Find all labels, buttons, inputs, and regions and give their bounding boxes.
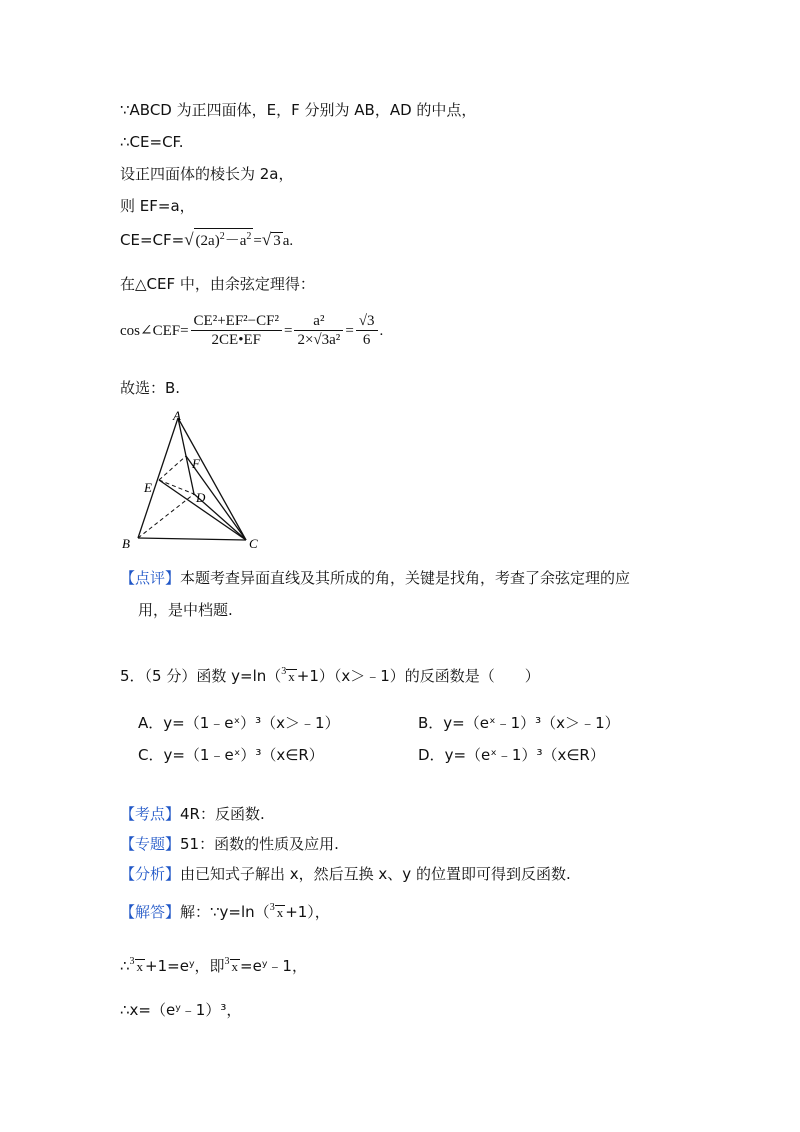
cube-root-index-3: 3: [129, 956, 135, 967]
cos-numerator-2: a²: [294, 312, 343, 331]
option-b-text: y=（eˣ﹣1）³（x＞﹣1）: [443, 714, 620, 732]
label-F: F: [192, 456, 200, 471]
cos-fraction-2: [294, 312, 343, 349]
cube-root-index: 3: [281, 666, 287, 677]
comment-line-1: [120, 568, 630, 588]
zhuanti-line: [120, 834, 339, 854]
kaodian-line: [120, 804, 265, 824]
cos-denominator: 2CE•EF: [211, 332, 261, 348]
comment-text-1: 本题考查异面直线及其所成的角，关键是找角，考查了余弦定理的应: [180, 569, 631, 587]
option-d-letter: D．: [418, 746, 445, 764]
q5-stem-b: +1）（x＞﹣1）的反函数是（ ）: [296, 667, 540, 685]
question-5-stem: [120, 662, 540, 687]
edge-BD-dashed: [138, 494, 194, 538]
option-b[interactable]: [418, 712, 620, 733]
cube-root-var: x: [276, 905, 284, 920]
ce-prefix: CE=CF=: [120, 231, 185, 249]
label-A: A: [173, 408, 181, 423]
zhuanti-tag: 【专题】: [120, 835, 181, 853]
q5-stem-a: 5．（5 分）函数 y=ln（: [120, 667, 282, 685]
cube-root-var-3: x: [231, 959, 239, 974]
cos-prefix: cos∠CEF=: [120, 323, 189, 339]
radical-sign: √: [184, 230, 194, 249]
cos-fraction-3: [356, 312, 378, 349]
label-D: D: [196, 490, 206, 505]
ce-rad3: 3: [273, 233, 281, 249]
edge-AC: [178, 418, 246, 540]
solution-line-3: 设正四面体的棱长为 2a，: [120, 165, 294, 183]
radical-sign-2: √: [261, 230, 272, 249]
option-d-text: y=（eˣ﹣1）³（x∈R）: [444, 746, 605, 764]
edge-AB: [138, 418, 178, 538]
jieda-b: +1），: [285, 903, 330, 921]
option-d[interactable]: [418, 744, 605, 765]
step-2-line: [120, 952, 307, 977]
fenxi-text: 由已知式子解出 x，然后互换 x、y 的位置即可得到反函数.: [180, 865, 571, 883]
jieda-tag: 【解答】: [120, 903, 181, 921]
option-c[interactable]: [138, 744, 324, 765]
cube-root-step2: [130, 952, 146, 977]
option-b-letter: B．: [418, 714, 444, 732]
jieda-line: [120, 898, 330, 923]
segment-EC: [159, 480, 246, 540]
ce-radicand: (2a): [195, 233, 220, 249]
ce-formula: CE=CF=√ $(2a)^2-a^2$ =√ 3 a.: [120, 230, 294, 249]
cube-root-var-2: x: [136, 959, 144, 974]
cos-denominator-3: 6: [362, 332, 371, 348]
ce-minus: －a: [224, 233, 247, 249]
edge-BC: [138, 538, 246, 540]
cos-numerator: CE²+EF²−CF²: [191, 312, 282, 331]
segment-EF-dashed: [159, 456, 186, 480]
cube-root-step2b: [225, 952, 241, 977]
step2-b: +1=eʸ，即: [145, 957, 225, 975]
label-C: C: [249, 536, 258, 551]
step2-c: =eʸ﹣1，: [240, 957, 307, 975]
kaodian-text: 4R：反函数.: [180, 805, 265, 823]
label-B: B: [122, 536, 130, 551]
solution-line-4: 则 EF=a，: [120, 197, 195, 215]
step2-a: ∴: [120, 957, 130, 975]
cube-root-index-4: 3: [224, 956, 230, 967]
option-a-text: y=（1﹣eˣ）³（x＞﹣1）: [163, 714, 340, 732]
cube-root-body: x: [288, 669, 295, 684]
comment-tag: 【点评】: [120, 569, 181, 587]
option-a[interactable]: [138, 712, 340, 733]
option-c-letter: C．: [138, 746, 164, 764]
tetrahedron-figure: [116, 408, 266, 554]
option-c-text: y=（1﹣eˣ）³（x∈R）: [163, 746, 324, 764]
solution-line-2: ∴CE=CF.: [120, 133, 184, 151]
cos-formula: cos∠CEF= $\frac{\text{CE²+EF²−CF²}}{2CE•EF}$ = $\frac{\text{a²}}{\text{2×√3a²}}$ = $\frac{√3}{6}$ .: [120, 313, 384, 348]
solution-line-6: 在△CEF 中，由余弦定理得：: [120, 275, 315, 293]
cube-root-index-2: 3: [269, 902, 275, 913]
fenxi-tag: 【分析】: [120, 865, 181, 883]
ce-eq: =: [253, 233, 262, 249]
ce-result: a: [282, 233, 290, 249]
cos-numerator-3: √3: [356, 312, 378, 331]
label-E: E: [144, 480, 152, 495]
fenxi-line: [120, 864, 571, 884]
jieda-a: 解：∵y=ln（: [180, 903, 270, 921]
cos-fraction-1: [191, 312, 282, 349]
zhuanti-text: 51：函数的性质及应用.: [180, 835, 339, 853]
step-3-line: ∴x=（eʸ﹣1）³，: [120, 1001, 242, 1019]
cube-root-jieda: [270, 898, 286, 923]
option-a-letter: A．: [138, 714, 164, 732]
cube-root: [281, 662, 297, 687]
cos-denominator-2: 2×√3a²: [297, 332, 341, 348]
kaodian-tag: 【考点】: [120, 805, 181, 823]
choose-answer: 故选：B.: [120, 379, 181, 397]
comment-line-2: 用，是中档题.: [138, 601, 233, 619]
solution-line-1: ∵ABCD 为正四面体，E，F 分别为 AB，AD 的中点，: [120, 101, 477, 119]
